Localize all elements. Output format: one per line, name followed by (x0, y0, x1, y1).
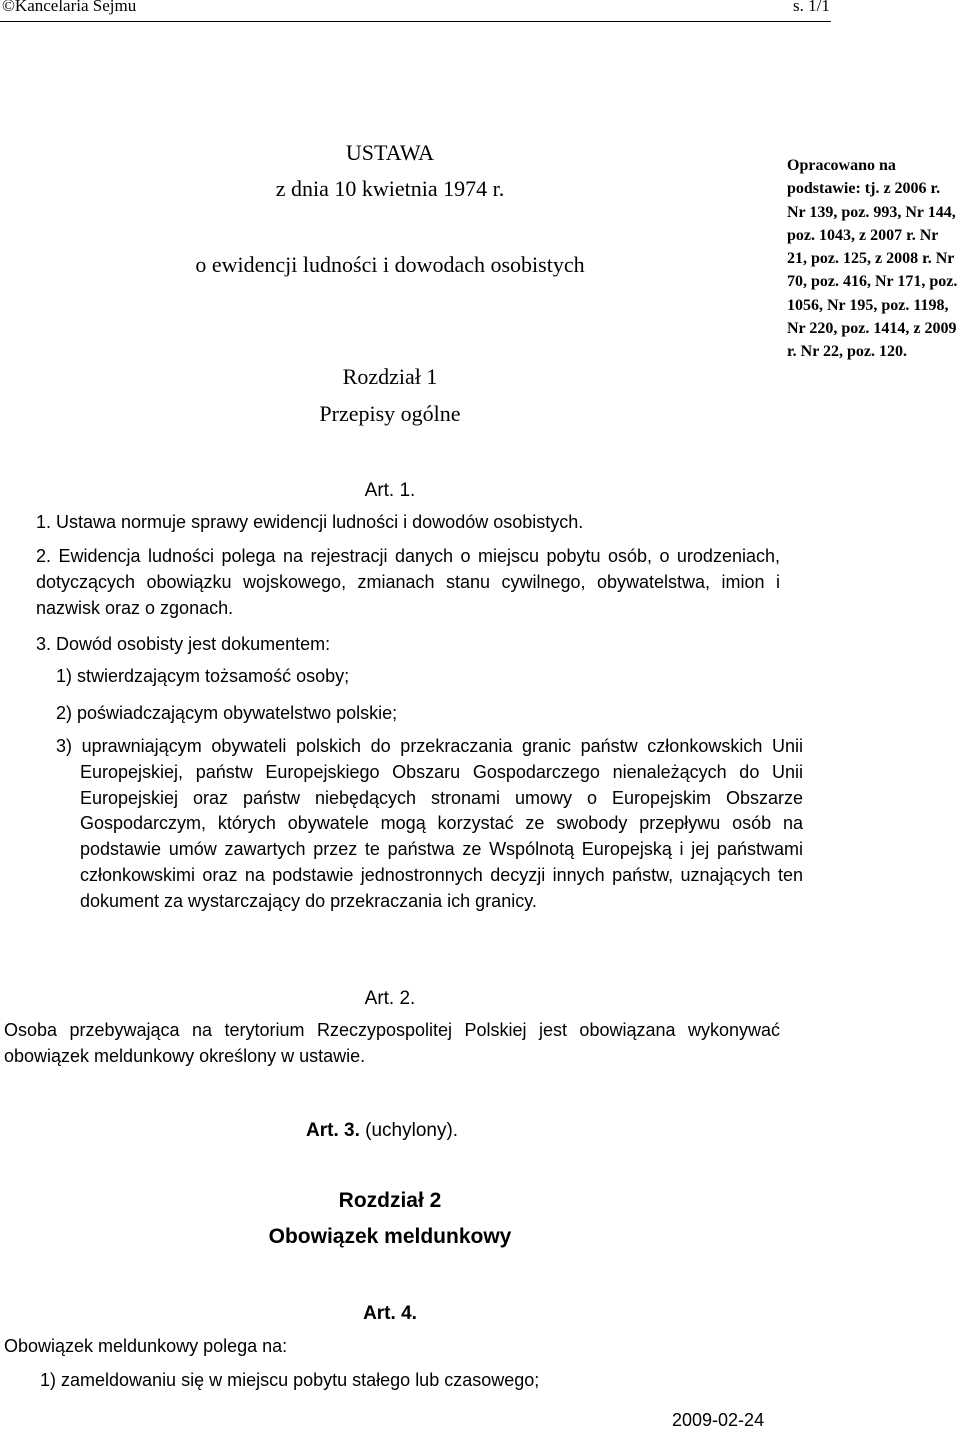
act-subject: o ewidencji ludności i dowodach osobistych (195, 252, 585, 277)
art-3-text: (uchylony). (365, 1120, 459, 1141)
art-2-heading: Art. 2. (364, 988, 416, 1009)
art-4-item-1: 1) zameldowaniu się w miejscu pobytu stałego lub czasowego; (40, 1370, 540, 1390)
art-1-paragraph-1: 1. Ustawa normuje sprawy ewidencji ludności i dowodów osobistych. (36, 512, 584, 532)
header-copyright: ©Kancelaria Sejmu (2, 0, 137, 15)
act-date: z dnia 10 kwietnia 1974 r. (275, 176, 505, 201)
art-3-heading: Art. 3. (306, 1120, 360, 1141)
art-2-text: Osoba przebywająca na terytorium Rzeczypospolitej Polskiej jest obowiązana wykonywać obowiązek meldunkowy określony w ustawie. (4, 1020, 780, 1066)
chapter-1-title: Przepisy ogólne (319, 401, 461, 426)
header-page-number: s. 1/1 (793, 0, 830, 15)
art-1-paragraph-2: 2. Ewidencja ludności polega na rejestracji danych o miejscu pobytu osób, o urodzeniach, dotyczących obowiązku wojskowego, zmianach stanu cywilnego, obywatelstwa, imion i nazwisk oraz o zgonach. (36, 546, 780, 618)
chapter-2-title: Obowiązek meldunkowy (268, 1225, 512, 1248)
chapter-2-number: Rozdział 2 (338, 1189, 442, 1212)
art-1-heading: Art. 1. (364, 480, 416, 501)
act-kind: USTAWA (345, 140, 435, 165)
art-1-item-2: 2) poświadczającym obywatelstwo polskie; (56, 703, 398, 723)
art-1-item-3: 3) uprawniającym obywateli polskich do przekraczania granic państw członkowskich Unii Europejskiej, państw Europejskiego Obszaru Gospodarczego nienależących do Unii Europejskiej oraz państw niebędących stronami umowy o Europejskim Obszarze Gospodarczym, których obywatele mogą korzystać ze swobody przepływu osób na podstawie umów zawartych przez te państwa ze Wspólnotą Europejską i jej państwami członkowskimi oraz na podstawie jednostronnych decyzji innych państw, uznających ten dokument za wystarczający do przekraczania ich granicy. (56, 736, 803, 911)
footer-date: 2009-02-24 (672, 1410, 765, 1430)
header-divider (0, 21, 831, 22)
source-sidenote: Opracowano na podstawie: tj. z 2006 r. Nr 139, poz. 993, Nr 144, poz. 1043, z 2007 r. Nr 21, poz. 125, z 2008 r. Nr 70, poz. 416, Nr 171, poz. 1056, Nr 195, poz. 1198, Nr 220, poz. 1414, z 2009 r. Nr 22, poz. 120. (787, 157, 958, 361)
art-4-intro: Obowiązek meldunkowy polega na: (4, 1336, 288, 1356)
art-1-paragraph-3: 3. Dowód osobisty jest dokumentem: (36, 634, 331, 654)
art-4-heading: Art. 4. (363, 1303, 417, 1324)
chapter-1-number: Rozdział 1 (342, 364, 438, 389)
art-1-item-1: 1) stwierdzającym tożsamość osoby; (56, 666, 350, 686)
art-3-line (306, 1120, 458, 1142)
